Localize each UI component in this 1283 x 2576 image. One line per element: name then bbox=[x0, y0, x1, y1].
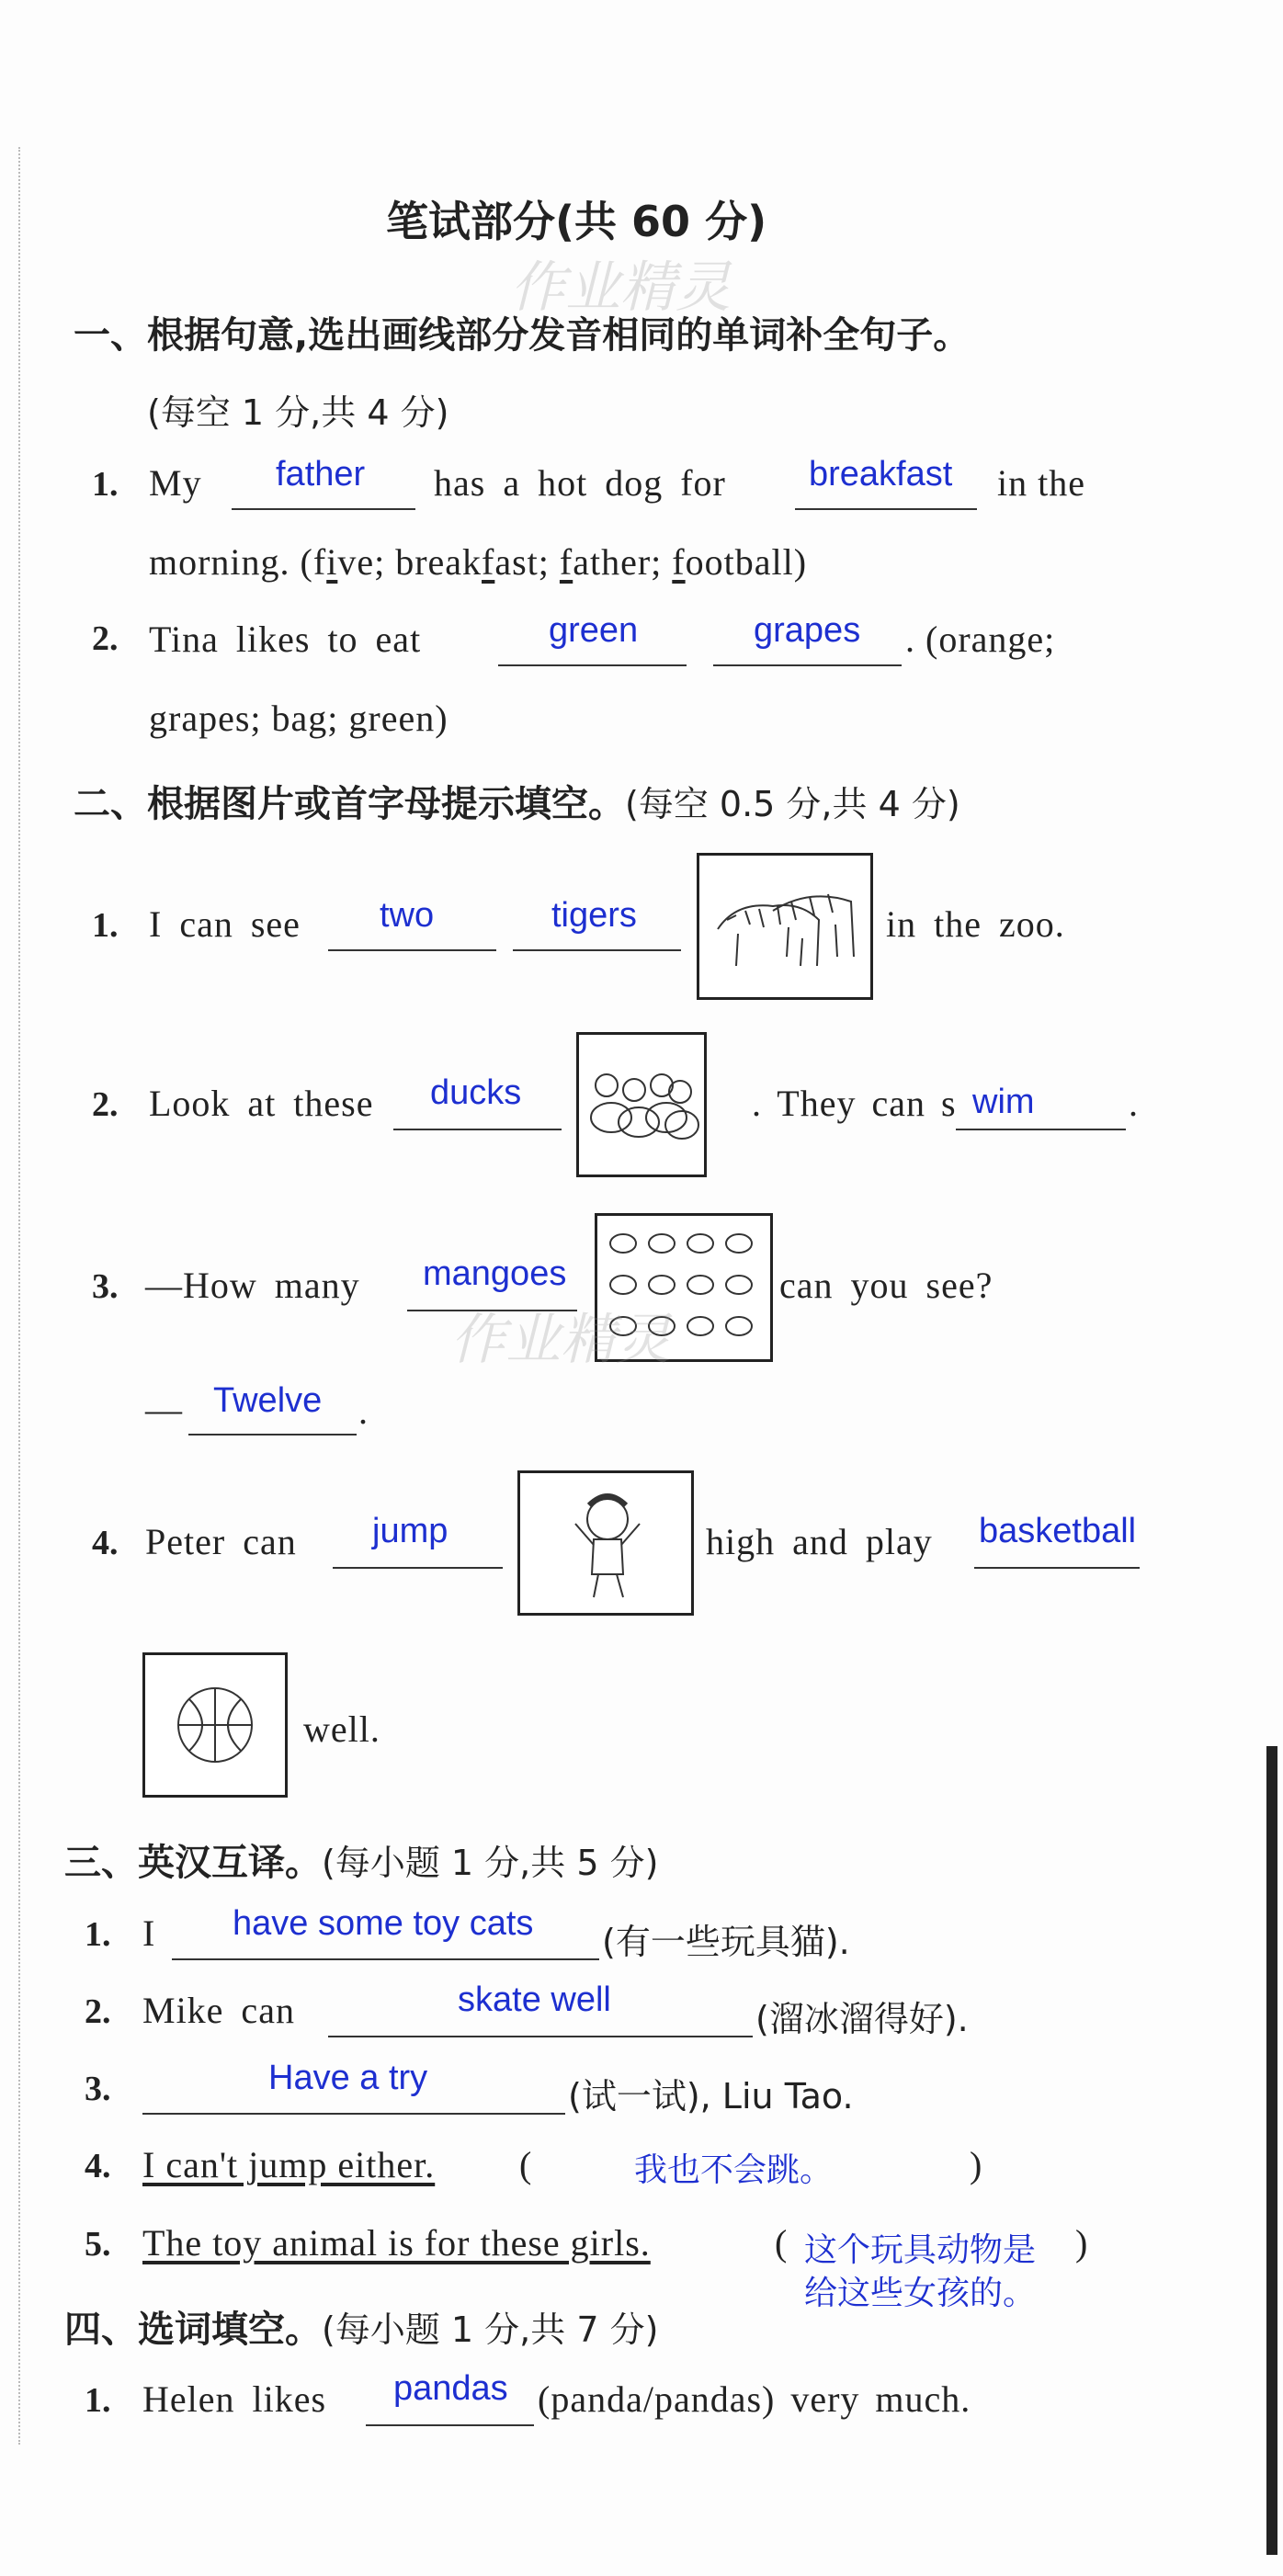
s4-q1-number: 1. bbox=[85, 2381, 111, 2420]
s3-q1-answer: have some toy cats bbox=[233, 1904, 534, 1943]
s3-q5-close: ) bbox=[1075, 2222, 1089, 2264]
s2-q4-mid: high and play bbox=[706, 1521, 933, 1562]
s2-q3-number: 3. bbox=[92, 1267, 119, 1306]
basketball-picture bbox=[142, 1652, 288, 1798]
s2-q2-pre: Look at these bbox=[149, 1083, 374, 1124]
s4-q1-blank bbox=[366, 2424, 534, 2426]
s3-q2-number: 2. bbox=[85, 1992, 111, 2031]
s2-q4-answer2: basketball bbox=[979, 1512, 1137, 1550]
s1-q2-blank2 bbox=[713, 664, 902, 666]
section2-score: (每空 0.5 分,共 4 分) bbox=[625, 784, 960, 824]
s3-q5-number: 5. bbox=[85, 2225, 111, 2264]
s2-q2-blank1 bbox=[393, 1129, 562, 1130]
s3-q3-answer: Have a try bbox=[268, 2059, 428, 2097]
s1-q1-answer2: breakfast bbox=[809, 455, 953, 494]
boy-jumping-picture bbox=[517, 1470, 694, 1616]
s3-q3-blank bbox=[142, 2113, 565, 2115]
s1-q1-options: morning. (five; breakfast; father; football) bbox=[149, 541, 808, 583]
section2-heading-row bbox=[74, 775, 960, 827]
s4-q1-post: (panda/pandas) very much. bbox=[538, 2378, 971, 2420]
page-edge-left bbox=[18, 147, 20, 2445]
s1-q2-options: grapes; bag; green) bbox=[149, 698, 448, 739]
s2-q2-blank2 bbox=[956, 1129, 1126, 1130]
s1-q1-post: in the bbox=[997, 462, 1085, 504]
s1-q1-number: 1. bbox=[92, 465, 119, 504]
s1-q1-blank1 bbox=[232, 508, 415, 510]
section4-score: (每小题 1 分,共 7 分) bbox=[322, 2309, 659, 2350]
s3-q4-number: 4. bbox=[85, 2147, 111, 2185]
s2-q2-number: 2. bbox=[92, 1085, 119, 1124]
s1-q1-pre: My bbox=[149, 462, 202, 504]
s3-q1-blank bbox=[172, 1958, 599, 1960]
s2-q1-blank2 bbox=[513, 949, 681, 951]
s3-q1-number: 1. bbox=[85, 1915, 111, 1954]
s3-q5-answer-line2: 给这些女孩的。 bbox=[804, 2275, 1037, 2312]
s1-q2-post: . (orange; bbox=[905, 618, 1056, 660]
s2-q2-answer2: wim bbox=[972, 1083, 1035, 1121]
s1-q2-answer2: grapes bbox=[754, 611, 861, 650]
s2-q1-blank1 bbox=[328, 949, 496, 951]
s2-q1-pre: I can see bbox=[149, 903, 301, 945]
s2-q4-pre: Peter can bbox=[145, 1521, 297, 1562]
ducks-picture bbox=[576, 1032, 707, 1177]
s3-q2-pre: Mike can bbox=[142, 1990, 295, 2031]
s2-q2-end: . bbox=[1129, 1083, 1139, 1124]
page-title: 笔试部分(共 60 分) bbox=[386, 197, 767, 246]
s2-q3-dash: — bbox=[145, 1389, 183, 1430]
watermark-2: 作业精灵 bbox=[450, 1308, 671, 1372]
s1-q1-answer1: father bbox=[276, 455, 366, 494]
watermark: 作业精灵 bbox=[510, 255, 731, 320]
section2-heading: 二、根据图片或首字母提示填空。 bbox=[74, 783, 625, 825]
section4-heading-row bbox=[64, 2300, 658, 2353]
s1-q1-mid: has a hot dog for bbox=[434, 462, 726, 504]
s3-q2-answer: skate well bbox=[458, 1980, 611, 2019]
s3-q2-post: (溜冰溜得好). bbox=[755, 1999, 969, 2039]
s2-q1-answer1: two bbox=[380, 896, 435, 935]
section1-heading: 一、根据句意,选出画线部分发音相同的单词补全句子。 bbox=[74, 314, 971, 357]
s2-q3-blank2 bbox=[188, 1434, 357, 1436]
s2-q4-number: 4. bbox=[92, 1524, 119, 1562]
s1-q2-pre: Tina likes to eat bbox=[149, 618, 422, 660]
s2-q3-end: . bbox=[358, 1390, 369, 1432]
s2-q1-number: 1. bbox=[92, 906, 119, 945]
s2-q3-answer1: mangoes bbox=[423, 1254, 567, 1293]
s3-q4-text: I can't jump either. bbox=[142, 2144, 436, 2185]
s3-q2-blank bbox=[328, 2036, 753, 2037]
s2-q2-post: . They can s bbox=[752, 1083, 957, 1124]
s1-q2-answer1: green bbox=[549, 611, 639, 650]
s3-q1-pre: I bbox=[142, 1912, 156, 1954]
s3-q5-answer-line1: 这个玩具动物是 bbox=[804, 2231, 1037, 2269]
section1-score: (每空 1 分,共 4 分) bbox=[147, 392, 449, 433]
s1-q2-blank1 bbox=[498, 664, 687, 666]
section4-heading: 四、选词填空。 bbox=[64, 2309, 322, 2351]
s2-q4-answer1: jump bbox=[372, 1512, 448, 1550]
page-edge-right bbox=[1266, 1746, 1277, 2555]
s2-q1-post: in the zoo. bbox=[886, 903, 1065, 945]
s2-q1-answer2: tigers bbox=[551, 896, 637, 935]
section3-heading: 三、英汉互译。 bbox=[64, 1842, 322, 1884]
s2-q4-post: well. bbox=[303, 1708, 380, 1750]
s4-q1-pre: Helen likes bbox=[142, 2378, 327, 2420]
s3-q1-post: (有一些玩具猫). bbox=[602, 1922, 850, 1962]
s3-q5-open: ( bbox=[775, 2222, 789, 2264]
s4-q1-answer: pandas bbox=[393, 2369, 508, 2408]
s2-q4-blank2 bbox=[974, 1567, 1140, 1569]
s3-q5-text: The toy animal is for these girls. bbox=[142, 2222, 651, 2264]
section3-heading-row bbox=[64, 1833, 658, 1886]
s3-q4-open: ( bbox=[519, 2144, 533, 2185]
s2-q3-pre: —How many bbox=[145, 1265, 360, 1306]
s1-q1-blank2 bbox=[795, 508, 977, 510]
s2-q4-blank1 bbox=[333, 1567, 503, 1569]
section3-score: (每小题 1 分,共 5 分) bbox=[322, 1843, 659, 1883]
s1-q2-number: 2. bbox=[92, 619, 119, 658]
s2-q2-answer1: ducks bbox=[430, 1073, 522, 1112]
s2-q3-answer2: Twelve bbox=[213, 1381, 323, 1420]
s3-q4-answer: 我也不会跳。 bbox=[634, 2151, 834, 2189]
s2-q3-post: can you see? bbox=[779, 1265, 993, 1306]
tiger-picture bbox=[697, 853, 873, 1000]
s3-q4-close: ) bbox=[970, 2144, 983, 2185]
s3-q3-post: (试一试), Liu Tao. bbox=[568, 2076, 854, 2116]
s3-q3-number: 3. bbox=[85, 2070, 111, 2108]
